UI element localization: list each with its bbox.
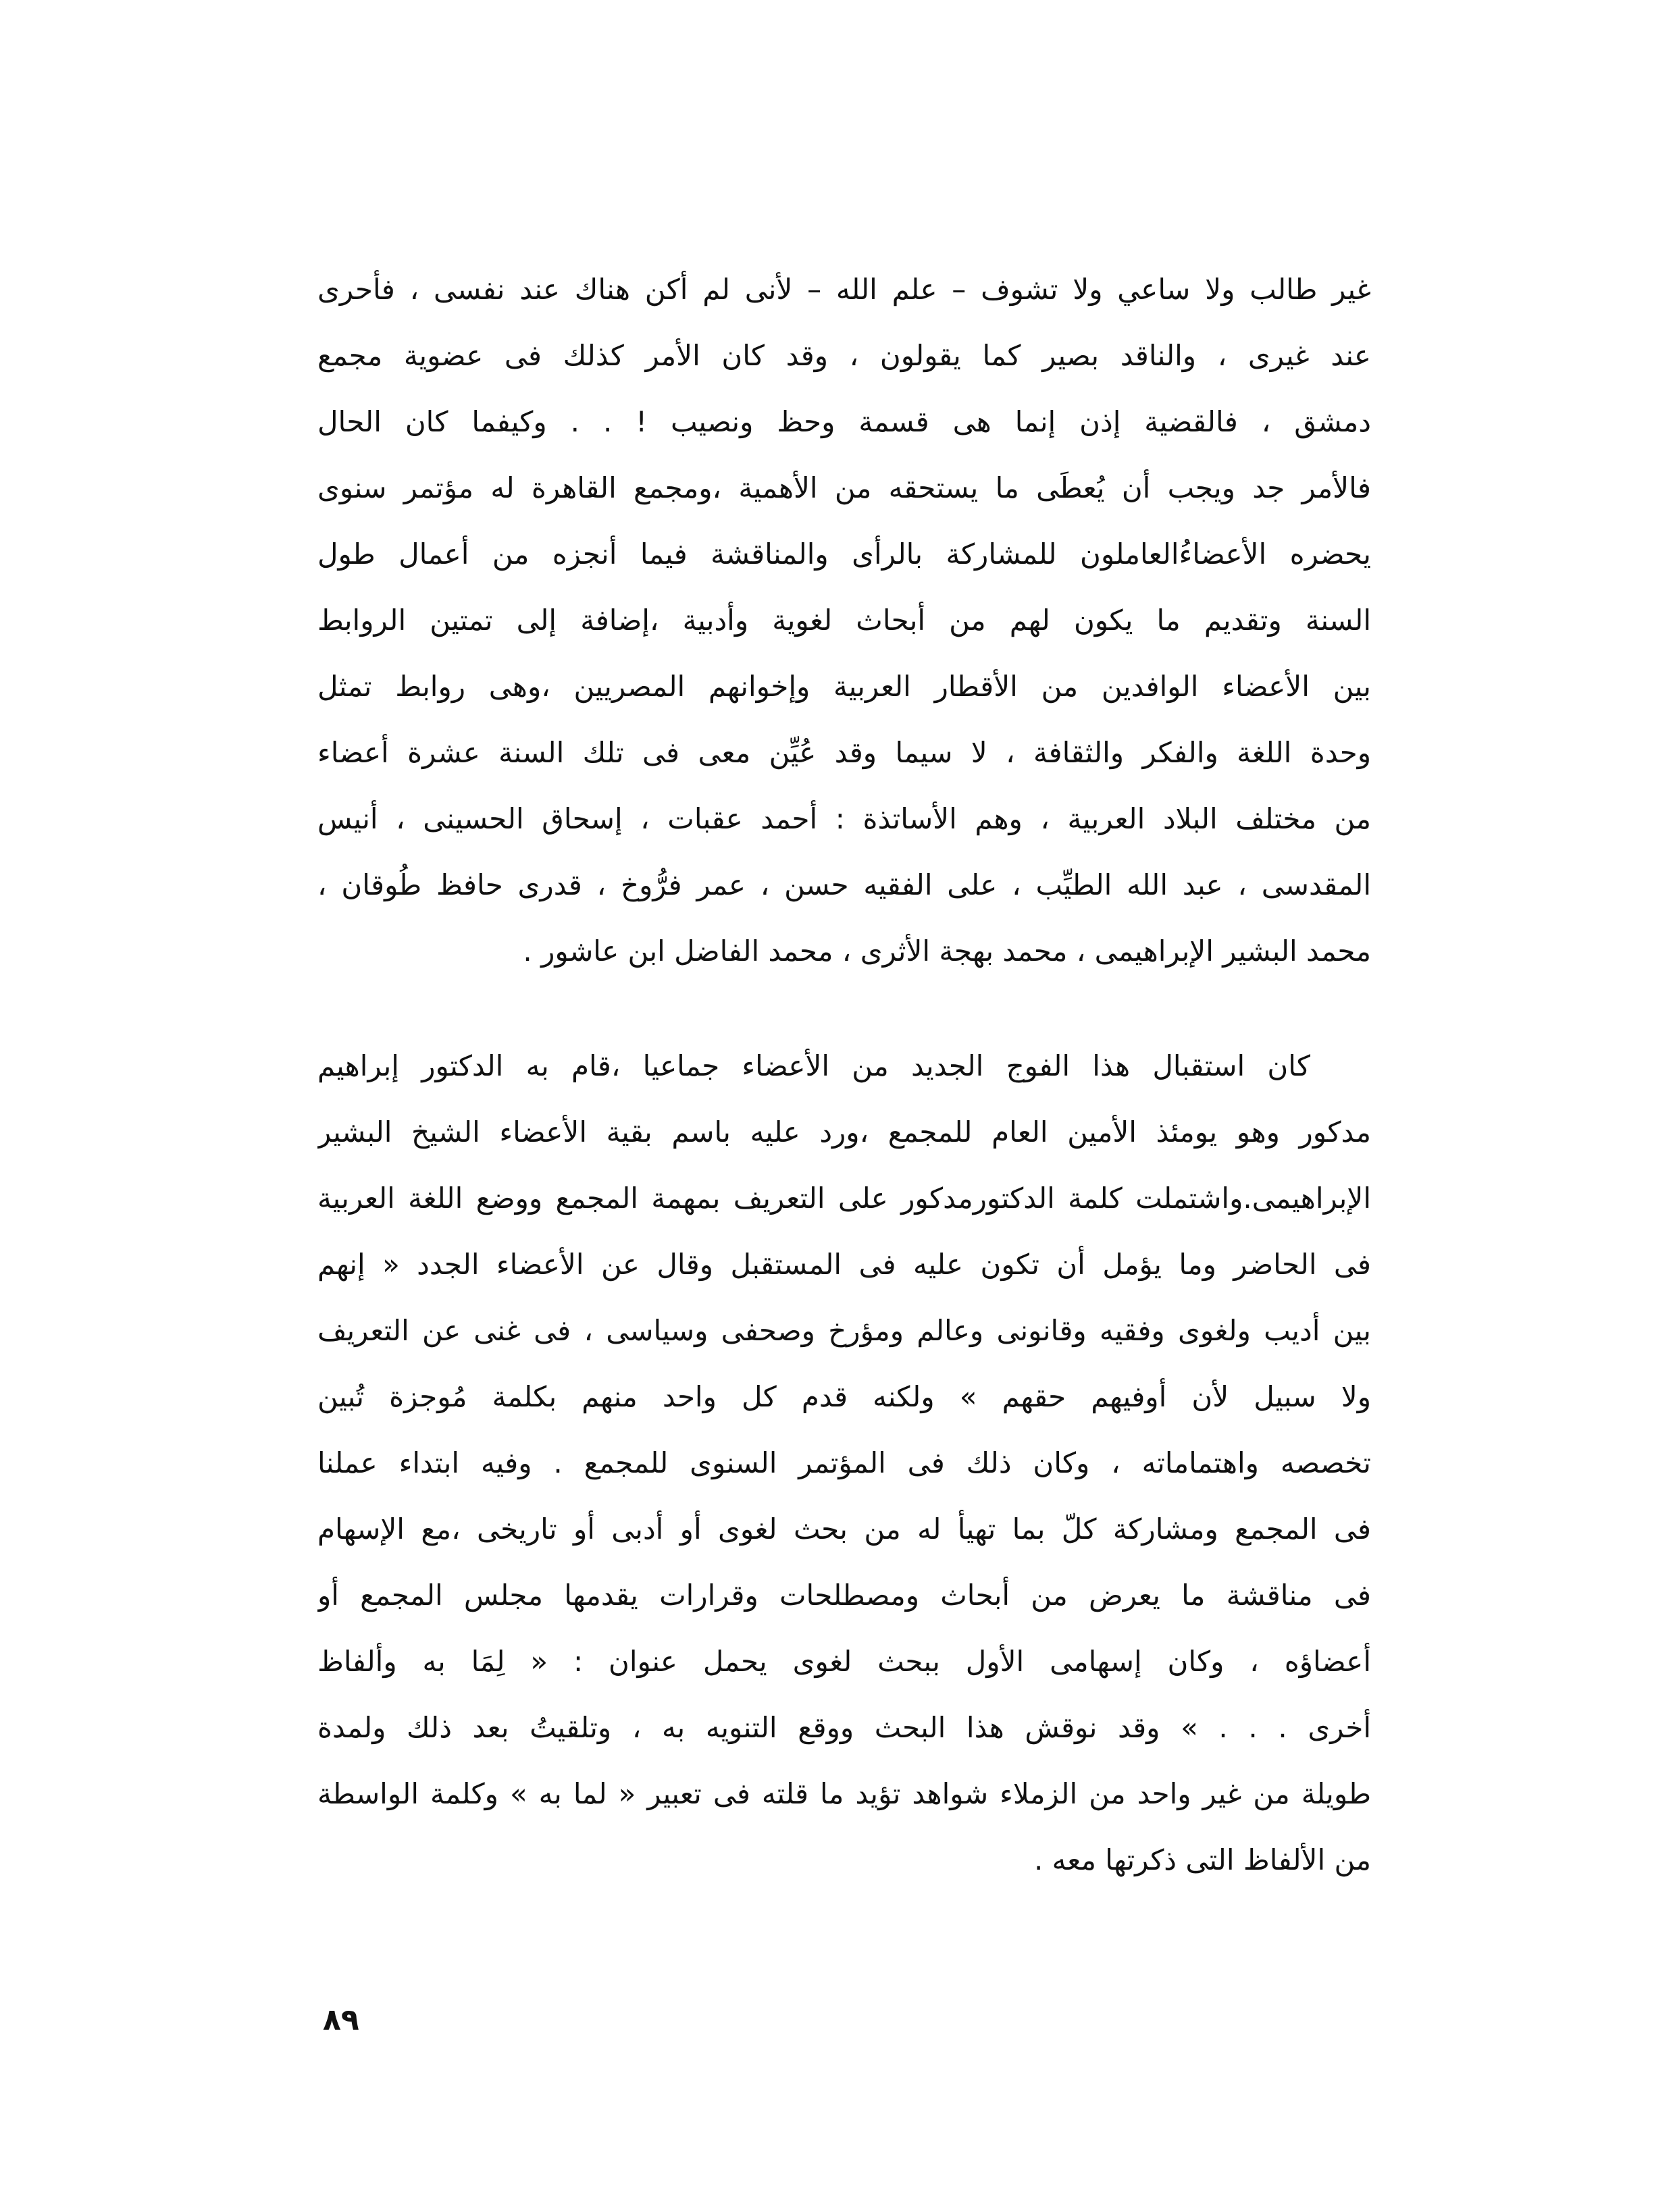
text-line: عند غيرى ، والناقد بصير كما يقولون ، وقد كان الأمر كذلك فى عضوية مجمع <box>317 339 1371 372</box>
paragraph-2 <box>317 1033 1371 1893</box>
text-line: السنة وتقديم ما يكون لهم من أبحاث لغوية وأدبية ،إضافة إلى تمتين الروابط <box>317 604 1371 637</box>
text-line: غير طالب ولا ساعي ولا تشوف – علم الله – لأنى لم أكن هناك عند نفسى ، فأحرى <box>317 273 1371 306</box>
text-line: تخصصه واهتماماته ، وكان ذلك فى المؤتمر السنوى للمجمع . وفيه ابتداء عملنا <box>317 1446 1371 1479</box>
text-line: فالأمر جد ويجب أن يُعطَى ما يستحقه من الأهمية ،ومجمع القاهرة له مؤتمر سنوى <box>317 471 1371 504</box>
text-line: من مختلف البلاد العربية ، وهم الأساتذة : أحمد عقبات ، إسحاق الحسينى ، أنيس <box>317 802 1371 835</box>
text-line: كان استقبال هذا الفوج الجديد من الأعضاء جماعيا ،قام به الدكتور إبراهيم <box>317 1049 1310 1082</box>
text-line: ولا سبيل لأن أوفيهم حقهم » ولكنه قدم كل واحد منهم بكلمة مُوجزة تُبين <box>317 1380 1371 1413</box>
text-line: طويلة من غير واحد من الزملاء شواهد تؤيد ما قلته فى تعبير « لما به » وكلمة الواسطة <box>317 1777 1371 1810</box>
page-number: ٨٩ <box>323 2003 359 2037</box>
text-line: أعضاؤه ، وكان إسهامى الأول ببحث لغوى يحمل عنوان : « لِمَا به وألفاظ <box>317 1645 1371 1678</box>
text-line: فى المجمع ومشاركة كلّ بما تهيأ له من بحث لغوى أو أدبى أو تاريخى ،مع الإسهام <box>317 1512 1371 1546</box>
text-line: يحضره الأعضاءُالعاملون للمشاركة بالرأى والمناقشة فيما أنجزه من أعمال طول <box>317 537 1371 571</box>
body-text <box>317 257 1371 1893</box>
paragraph-1 <box>317 257 1371 984</box>
text-line: فى مناقشة ما يعرض من أبحاث ومصطلحات وقرارات يقدمها مجلس المجمع أو <box>317 1579 1371 1612</box>
text-line: بين أديب ولغوى وفقيه وقانونى وعالم ومؤرخ وصحفى وسياسى ، فى غنى عن التعريف <box>317 1314 1371 1347</box>
text-line: فى الحاضر وما يؤمل أن تكون عليه فى المستقبل وقال عن الأعضاء الجدد « إنهم <box>317 1248 1371 1281</box>
text-line: محمد البشير الإبراهيمى ، محمد بهجة الأثرى ، محمد الفاضل ابن عاشور . <box>523 934 1371 968</box>
text-line: من الألفاظ التى ذكرتها معه . <box>1033 1843 1371 1876</box>
text-line: الإبراهيمى.واشتملت كلمة الدكتورمدكور على التعريف بمهمة المجمع ووضع اللغة العربية <box>317 1182 1371 1215</box>
text-line: بين الأعضاء الوافدين من الأقطار العربية وإخوانهم المصريين ،وهى روابط تمثل <box>317 670 1371 703</box>
text-line: أخرى . . . » وقد نوقش هذا البحث ووقع التنويه به ، وتلقيتُ بعد ذلك ولمدة <box>317 1711 1371 1744</box>
text-line: دمشق ، فالقضية إذن إنما هى قسمة وحظ ونصيب ! . . وكيفما كان الحال <box>317 405 1371 438</box>
text-line: وحدة اللغة والفكر والثقافة ، لا سيما وقد عُيِّن معى فى تلك السنة عشرة أعضاء <box>317 736 1371 769</box>
text-line: المقدسى ، عبد الله الطيِّب ، على الفقيه حسن ، عمر فرُّوخ ، قدرى حافظ طُوقان ، <box>317 868 1371 901</box>
text-line: مدكور وهو يومئذ الأمين العام للمجمع ،ورد عليه باسم بقية الأعضاء الشيخ البشير <box>317 1115 1371 1149</box>
